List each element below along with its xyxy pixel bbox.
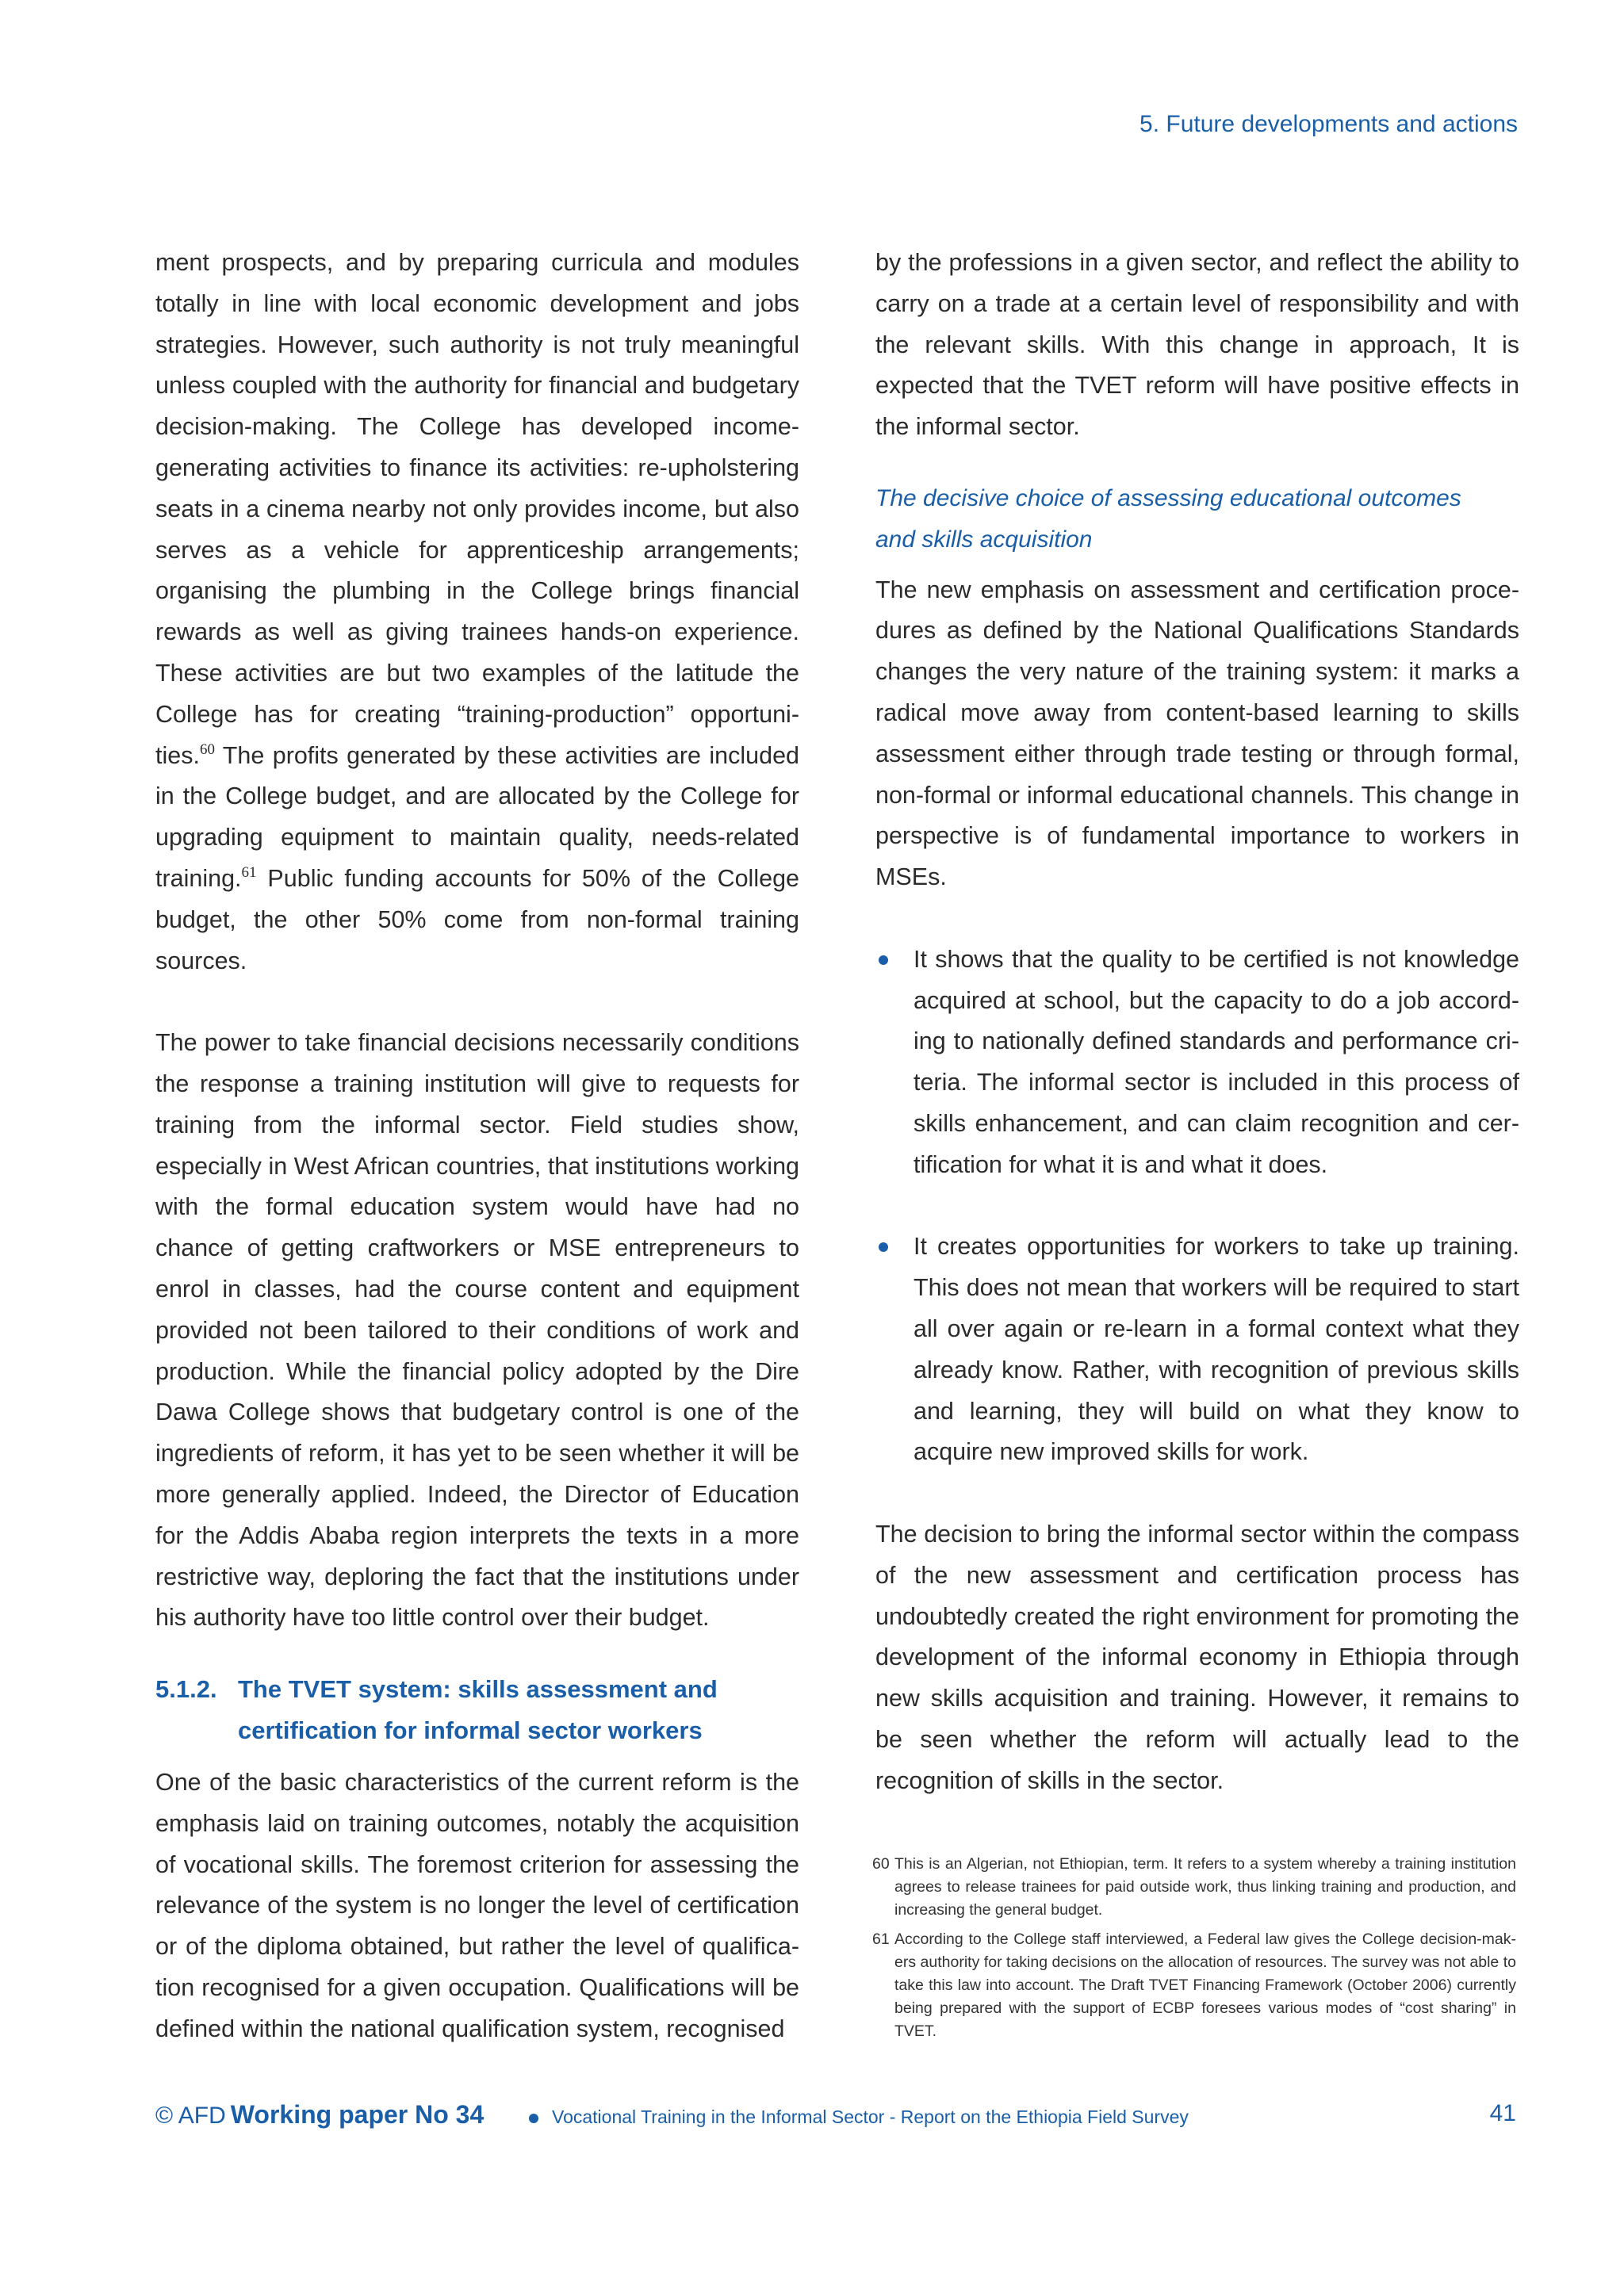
page-number: 41 <box>1489 2100 1516 2126</box>
footnote-number: 61 <box>872 1931 890 1948</box>
subheading-line-2: and skills acquisition <box>875 526 1093 553</box>
paragraph-left-2: The power to take financial decisions necessarily conditions the response a training institution will give to requests for training from the informal sector. Field studies show, especially in West African countries, that institutions working with the formal education system would have had no chance of getting craftworkers or MSE entrepreneurs to enrol in classes, had the course content and equipment provided not been tailored to their conditions of work and production. While the financial policy adopted by the Dire Dawa College shows that budgetary control is one of the ingredients of reform, it has yet to be seen whether it will be more generally applied. Indeed, the Director of Education for the Addis Ababa region interprets the texts in a more restrictive way, deploring the fact that the institutions under his authority have too little control over their budget. <box>155 1029 799 1632</box>
paragraph-left-3: One of the basic characteristics of the current reform is the emphasis laid on training outcomes, notably the acquisition of vocational skills. The foremost criterion for assessing the relevance of the system is no longer the level of certification or of the diploma obtained, but rather the level of qualification recognised for a given occupation. Qualifications will be defined within the national qualification system, recognised <box>155 1769 799 2042</box>
list-item <box>875 1226 1519 1473</box>
footnote-ref-61[interactable]: 61 <box>241 863 257 881</box>
paragraph-text: The profits generated by these activities are included in the College budget, and are allocated by the College for upgrading equipment to maintain quality, needs-related training. <box>155 741 799 892</box>
bullet-list <box>875 939 1519 1473</box>
footer-bullet-icon <box>529 2114 538 2123</box>
subheading-decisive-choice <box>875 478 1519 561</box>
section-title-line-1: The TVET system: skills assessment and <box>238 1675 718 1704</box>
footnote-text: According to the College staff interviewed, a Federal law gives the College decision-makers authority for taking decisions on the allocation of resources. The survey was not able to take this law into account. The Draft TVET Financing Framework (October 2006) currently being prepared with the support of ECBP foresees various modes of “cost sharing” in TVET. <box>894 1931 1516 2040</box>
footnote-60 <box>872 1853 1516 1922</box>
bullet-dot-icon <box>879 955 888 965</box>
footnote-61 <box>872 1928 1516 2043</box>
page-footer <box>155 2097 1516 2132</box>
running-head: 5. Future developments and actions <box>1139 111 1518 137</box>
subheading-line-1: The decisive choice of assessing educational outcomes <box>875 484 1461 511</box>
paragraph-right-1: by the professions in a given sector, and reflect the ability to carry on a trade at a certain level of responsibility and with the relevant skills. With this change in approach, It is expected that the TVET reform will have positive effects in the informal sector. <box>875 249 1519 441</box>
section-number: 5.1.2. <box>155 1675 217 1704</box>
footnote-ref-60[interactable]: 60 <box>199 740 215 758</box>
left-column <box>155 243 799 2050</box>
footnote-text: This is an Algerian, not Ethiopian, term. It refers to a system whereby a training institution agrees to release trainees for paid outside work, thus linking training and production, and increasing the general budget. <box>894 1855 1516 1919</box>
right-column <box>875 243 1519 1801</box>
paragraph-left-1 <box>155 243 799 982</box>
footer-subtitle: Vocational Training in the Informal Sector - Report on the Ethiopia Field Survey <box>552 2107 1189 2127</box>
paragraph-right-2: The new emphasis on assessment and certification procedures as defined by the National Qualifications Standards changes the very nature of the training system: it marks a radical move away from content-based learning to skills assessment either through trade testing or through formal, non-formal or informal educational channels. This change in perspective is of fundamental importance to workers in MSEs. <box>875 576 1519 891</box>
list-item-text: It creates opportunities for workers to take up training. This does not mean that workers will be required to start all over again or re-learn in a formal context what they already know. Rather, with recognition of previous skills and learning, they will build on what they know to acquire new improved skills for work. <box>914 1233 1519 1466</box>
section-title-line-2: certification for informal sector workers <box>238 1716 703 1745</box>
paragraph-text: Public funding accounts for 50% of the College budget, the other 50% come from non-formal training sources. <box>155 864 799 974</box>
paragraph-text: ment prospects, and by preparing curricula and modules totally in line with local economic development and jobs strategies. However, such authority is not truly meaningful unless coupled with the authority for financial and budgetary decision-making. The College has developed incomegenerating activities to finance its activities: re-upholstering seats in a cinema nearby not only provides income, but also serves as a vehicle for apprenticeship arrangements; organising the plumbing in the College brings financial rewards as well as giving trainees hands-on experience. These activities are but two examples of the latitude the College has for creating “training-production” opportunities. <box>155 249 799 769</box>
list-item-text: It shows that the quality to be certified is not knowledge acquired at school, but the capacity to do a job according to nationally defined standards and performance criteria. The informal sector is included in this process of skills enhancement, and can claim recognition and certification for what it is and what it does. <box>914 945 1519 1178</box>
footer-publication <box>155 2100 484 2130</box>
bullet-dot-icon <box>879 1242 888 1252</box>
copyright: © AFD <box>155 2103 226 2129</box>
series-title: Working paper No 34 <box>230 2100 485 2129</box>
section-heading-5-1-2 <box>155 1669 799 1751</box>
footnote-number: 60 <box>872 1855 890 1873</box>
footnotes <box>872 1853 1516 2049</box>
paragraph-right-3: The decision to bring the informal sector within the compass of the new assessment and certification process has undoubtedly created the right environment for promoting the development of the informal economy in Ethiopia through new skills acquisition and training. However, it remains to be seen whether the reform will actually lead to the recognition of skills in the sector. <box>875 1520 1519 1794</box>
list-item <box>875 939 1519 1186</box>
